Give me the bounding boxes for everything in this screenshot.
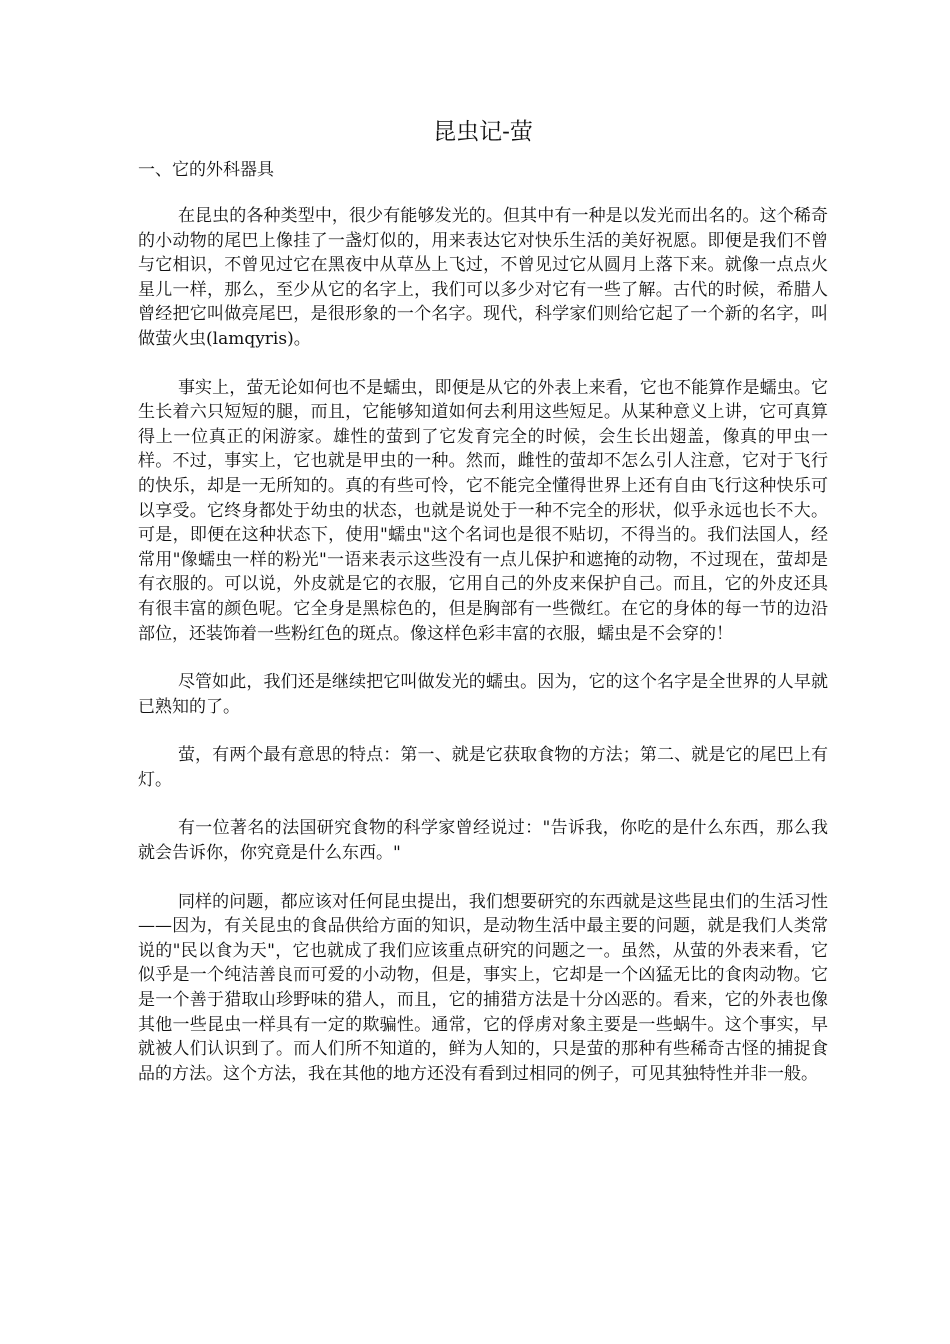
document-page	[138, 112, 828, 1110]
document-title: 昆虫记-萤	[433, 119, 533, 145]
paragraph-6: 同样的问题，都应该对任何昆虫提出，我们想要研究的东西就是这些昆虫们的生活习性——因为，有关昆虫的食品供给方面的知识，是动物生活中最主要的问题，就是我们人类常说的"民以食为天"，它也就成了我们应该重点研究的问题之一。虽然，从萤的外表来看，它似乎是一个纯洁善良而可爱的小动物，但是，事实上，它却是一个凶猛无比的食肉动物。它是一个善于猎取山珍野味的猎人，而且，它的捕猎方法是十分凶恶的。看来，它的外表也像其他一些昆虫一样具有一定的欺骗性。通常，它的俘虏对象主要是一些蜗牛。这个事实，早就被人们认识到了。而人们所不知道的，鲜为人知的，只是萤的那种有些稀奇古怪的捕捉食品的方法。这个方法，我在其他的地方还没有看到过相同的例子，可见其独特性并非一般。	[138, 891, 828, 1084]
paragraph-5: 有一位著名的法国研究食物的科学家曾经说过："告诉我，你吃的是什么东西，那么我就会告诉你，你究竟是什么东西。"	[138, 818, 828, 864]
section-heading: 一、它的外科器具	[138, 160, 274, 180]
paragraph-4: 萤，有两个最有意思的特点：第一、就是它获取食物的方法；第二、就是它的尾巴上有灯。	[138, 745, 828, 790]
paragraph-3: 尽管如此，我们还是继续把它叫做发光的蠕虫。因为，它的这个名字是全世界的人早就已熟知的了。	[138, 672, 828, 717]
paragraph-1: 在昆虫的各种类型中，很少有能够发光的。但其中有一种是以发光而出名的。这个稀奇的小动物的尾巴上像挂了一盏灯似的，用来表达它对快乐生活的美好祝愿。即便是我们不曾与它相识，不曾见过它在黑夜中从草丛上飞过，不曾见过它从圆月上落下来。就像一点点火星儿一样，那么，至少从它的名字上，我们可以多少对它有一些了解。古代的时候，希腊人曾经把它叫做亮尾巴，是很形象的一个名字。现代，科学家们则给它起了一个新的名字，叫做萤火虫(lamqyris)。	[138, 206, 828, 349]
paragraph-2: 事实上，萤无论如何也不是蠕虫，即便是从它的外表上来看，它也不能算作是蠕虫。它生长着六只短短的腿，而且，它能够知道如何去利用这些短足。从某种意义上讲，它可真算得上一位真正的闲游家。雄性的萤到了它发育完全的时候，会生长出翅盖，像真的甲虫一样。不过，事实上，它也就是甲虫的一种。然而，雌性的萤却不怎么引人注意，它对于飞行的快乐，却是一无所知的。真的有些可怜，它不能完全懂得世界上还有自由飞行这种快乐可以享受。它终身都处于幼虫的状态，也就是说处于一种不完全的形状，似乎永远也长不大。可是，即便在这种状态下，使用"蠕虫"这个名词也是很不贴切，不得当的。我们法国人，经常用"像蠕虫一样的粉光"一语来表示这些没有一点儿保护和遮掩的动物，不过现在，萤却是有衣服的。可以说，外皮就是它的衣服，它用自己的外皮来保护自己。而且，它的外皮还具有很丰富的颜色呢。它全身是黑棕色的，但是胸部有一些微红。在它的身体的每一节的边沿部位，还装饰着一些粉红色的斑点。像这样色彩丰富的衣服，蠕虫是不会穿的！	[138, 377, 828, 644]
